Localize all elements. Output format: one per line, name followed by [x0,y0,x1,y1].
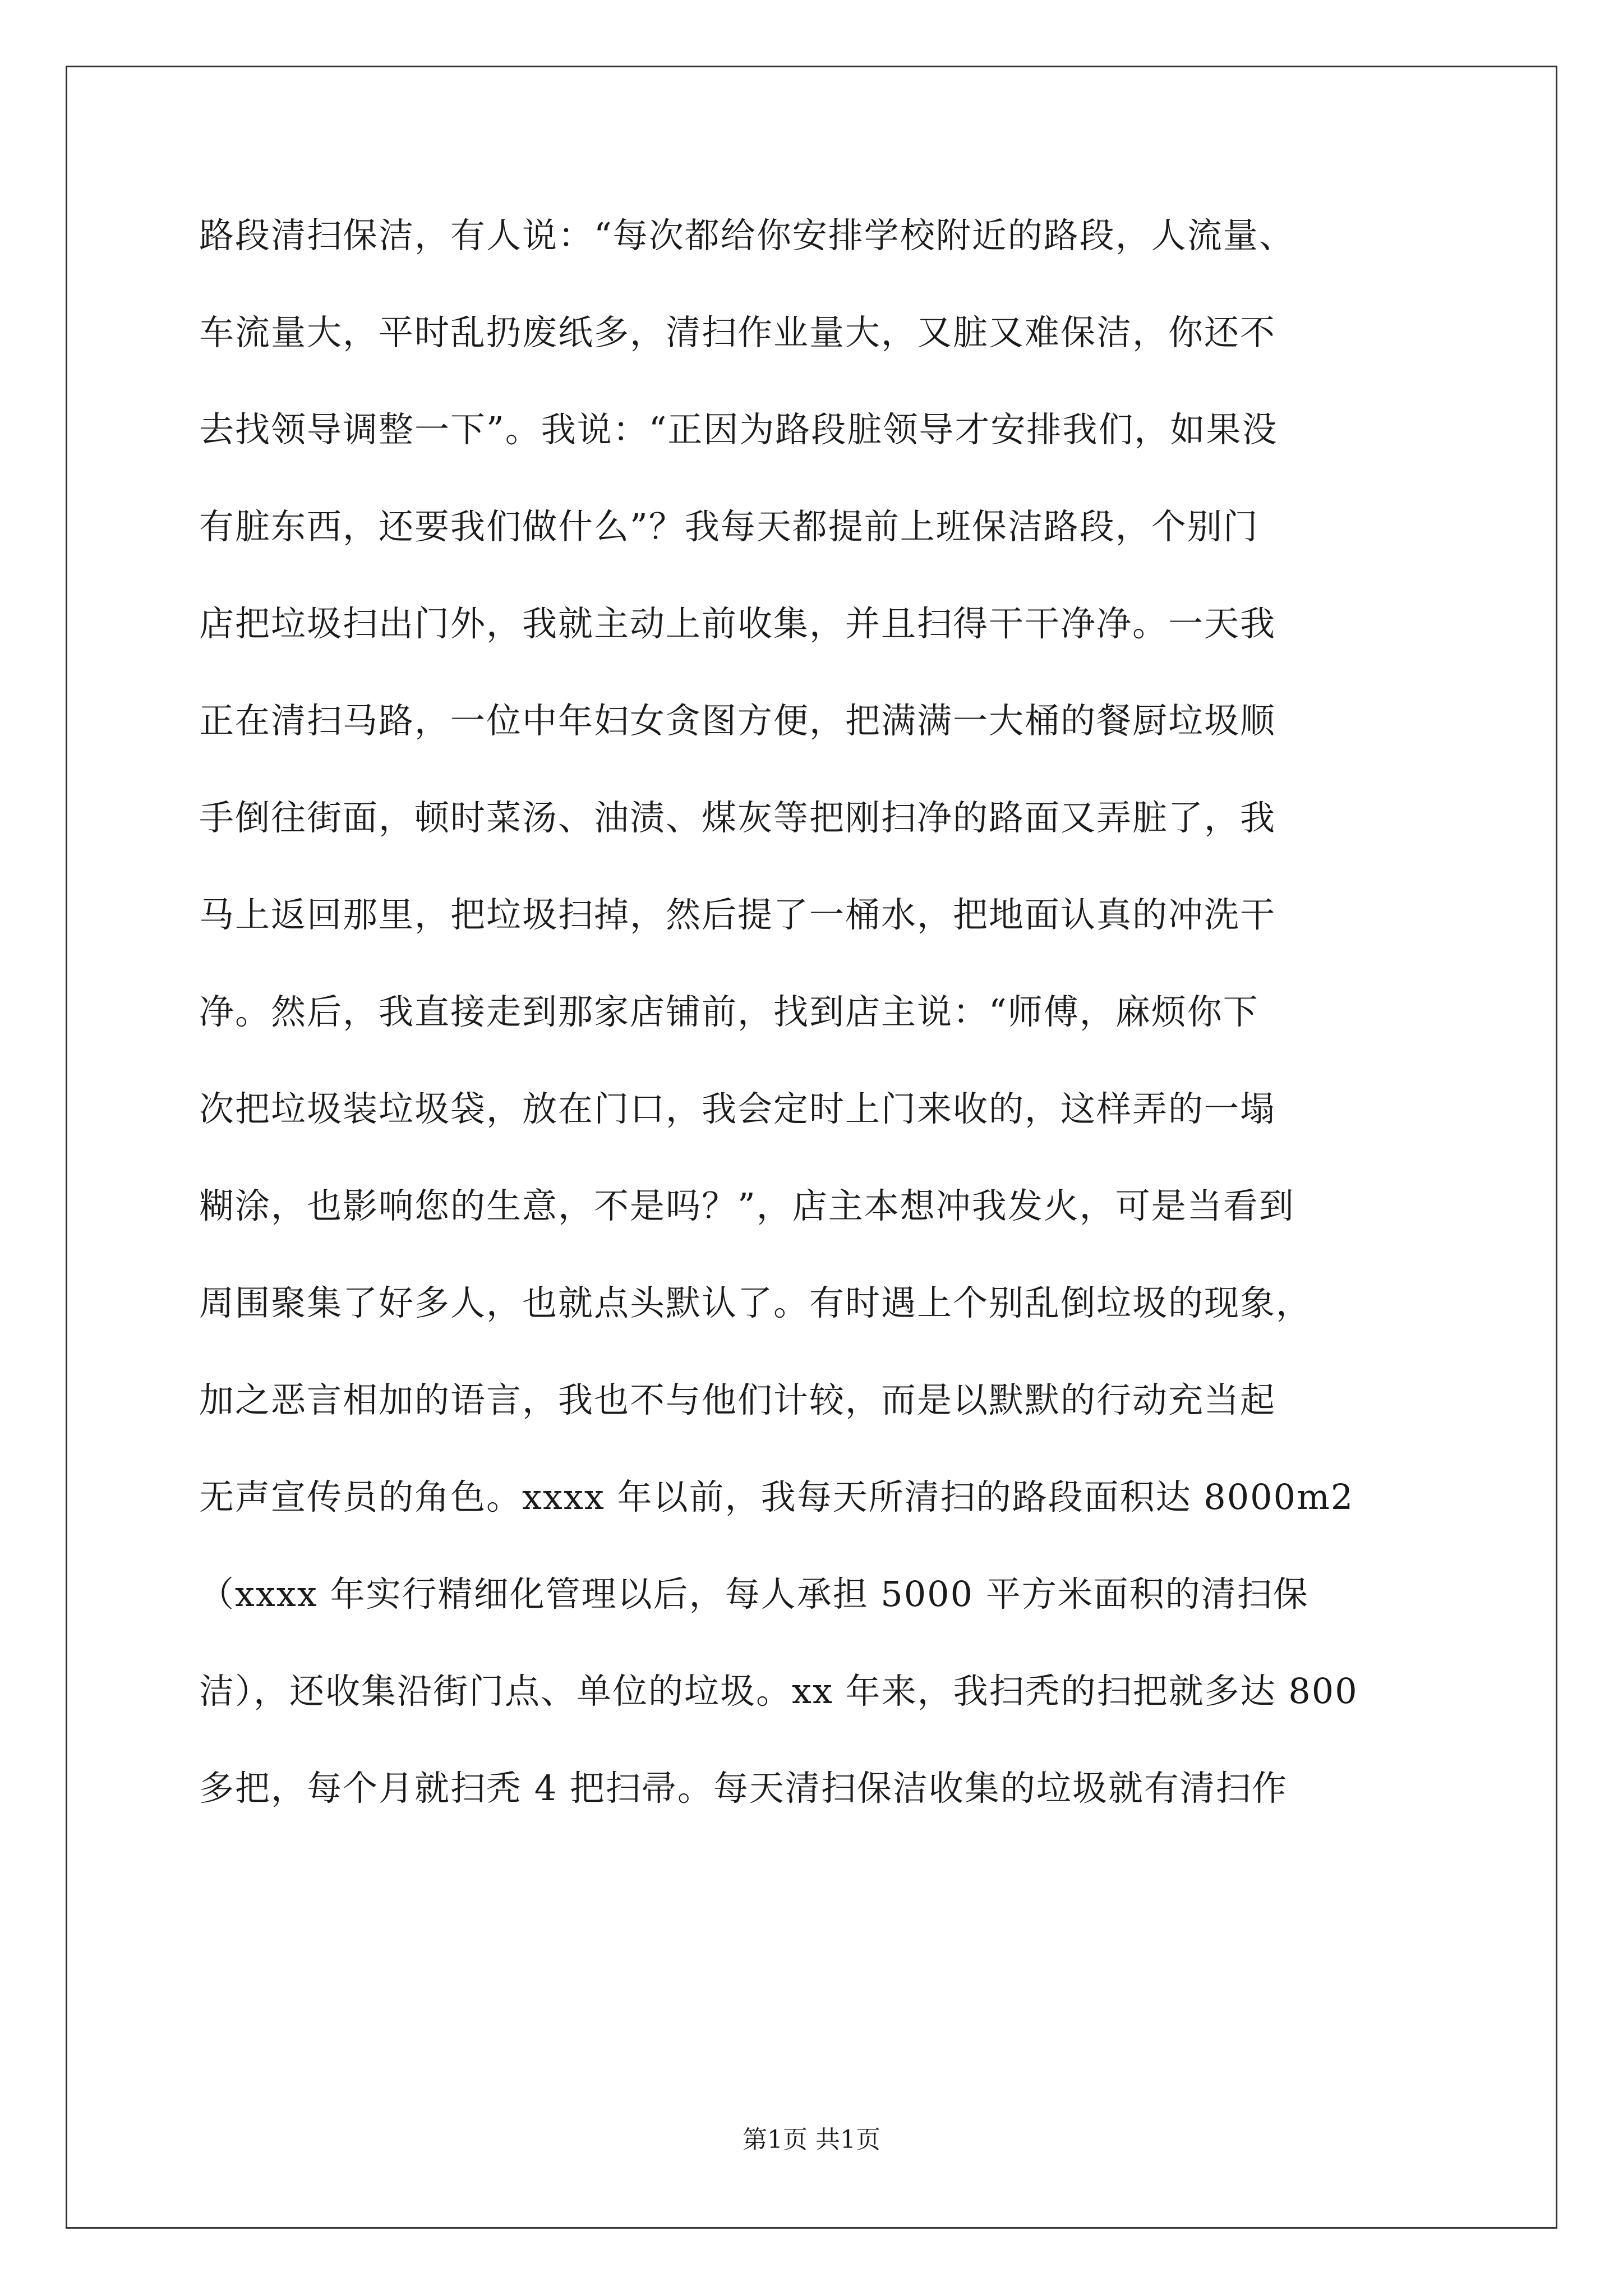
body-line-7: 手倒往街面，顿时菜汤、油渍、煤灰等把刚扫净的路面又弄脏了，我 [199,797,1276,838]
body-line-16: 洁），还收集沿街门点、单位的垃圾。xx 年来，我扫秃的扫把就多达 800 [199,1671,1358,1711]
body-line-14: 无声宣传员的角色。xxxx 年以前，我每天所清扫的路段面积达 8000m2 [199,1476,1354,1517]
body-line-5: 店把垃圾扫出门外，我就主动上前收集，并且扫得干干净净。一天我 [199,603,1276,644]
body-line-6: 正在清扫马路，一位中年妇女贪图方便，把满满一大桶的餐厨垃圾顺 [199,700,1276,741]
body-line-4: 有脏东西，还要我们做什么”？我每天都提前上班保洁路段，个别门 [199,506,1259,547]
body-line-13: 加之恶言相加的语言，我也不与他们计较，而是以默默的行动充当起 [199,1379,1276,1420]
document-body [199,210,1433,1860]
page-number-footer: 第1页 共1页 [743,2125,880,2154]
body-line-15: （xxxx 年实行精细化管理以后，每人承担 5000 平方米面积的清扫保 [199,1573,1309,1614]
body-line-8: 马上返回那里，把垃圾扫掉，然后提了一桶水，把地面认真的冲洗干 [199,894,1276,935]
body-line-11: 糊涂，也影响您的生意，不是吗？”，店主本想冲我发火，可是当看到 [199,1185,1295,1226]
body-line-10: 次把垃圾装垃圾袋，放在门口，我会定时上门来收的，这样弄的一塌 [199,1088,1276,1129]
body-line-17: 多把，每个月就扫秃 4 把扫帚。每天清扫保洁收集的垃圾就有清扫作 [199,1768,1288,1809]
body-line-2: 车流量大，平时乱扔废纸多，清扫作业量大，又脏又难保洁，你还不 [199,312,1276,353]
body-line-9: 净。然后，我直接走到那家店铺前，找到店主说：“师傅，麻烦你下 [199,991,1259,1032]
body-line-12: 周围聚集了好多人，也就点头默认了。有时遇上个别乱倒垃圾的现象， [199,1282,1312,1323]
body-line-1: 路段清扫保洁，有人说：“每次都给你安排学校附近的路段，人流量、 [199,215,1295,256]
body-line-3: 去找领导调整一下”。我说：“正因为路段脏领导才安排我们，如果没 [199,409,1278,450]
